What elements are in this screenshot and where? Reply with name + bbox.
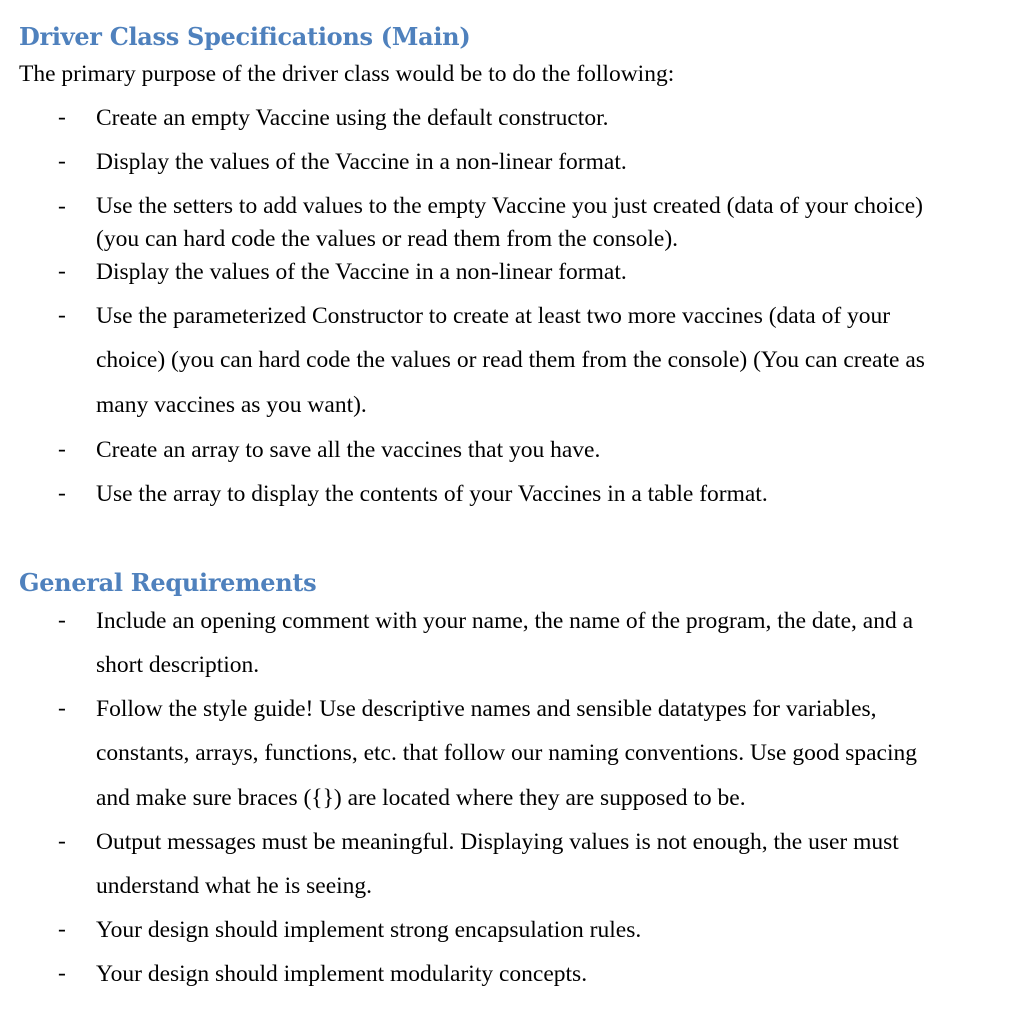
list-item-line: Display the values of the Vaccine in a non-linear format. <box>96 259 627 285</box>
list-item-text <box>96 820 1016 909</box>
list-item-line: many vaccines as you want). <box>96 391 367 418</box>
list-item-line: understand what he is seeing. <box>96 873 373 900</box>
list-item-line: Create an array to save all the vaccines that you have. <box>96 437 601 463</box>
driver-section-title: Driver Class Specifications (Main) <box>19 22 471 51</box>
bullet-dash: - <box>58 302 66 328</box>
bullet-dash: - <box>58 695 66 721</box>
bullet-dash: - <box>58 148 66 174</box>
list-item-line: Use the parameterized Constructor to create at least two more vaccines (data of your <box>96 303 891 329</box>
bullet-dash: - <box>58 193 66 219</box>
bullet-dash: - <box>58 828 66 854</box>
list-item-line: Your design should implement modularity concepts. <box>96 961 588 987</box>
general-section-title: General Requirements <box>19 568 317 597</box>
bullet-dash: - <box>58 104 66 130</box>
list-item-line: constants, arrays, functions, etc. that follow our naming conventions. Use good spacing <box>96 740 918 767</box>
bullet-dash: - <box>58 916 66 942</box>
list-item-text <box>96 599 1016 688</box>
list-item-line: and make sure braces ({}) are located where they are supposed to be. <box>96 784 746 811</box>
list-item-text <box>96 952 1016 996</box>
list-item-line: Display the values of the Vaccine in a non-linear format. <box>96 149 627 175</box>
list-item-line: Your design should implement strong encapsulation rules. <box>96 917 642 943</box>
bullet-dash: - <box>58 960 66 986</box>
list-item-text <box>96 428 1016 472</box>
list-item-text <box>96 102 1016 135</box>
list-item-line: Create an empty Vaccine using the default constructor. <box>96 105 609 131</box>
list-item-line: short description. <box>96 652 260 679</box>
list-item-line: Use the array to display the contents of your Vaccines in a table format. <box>96 481 768 507</box>
list-item-line: Follow the style guide! Use descriptive names and sensible datatypes for variables, <box>96 696 877 722</box>
list-item-text <box>96 472 1016 516</box>
list-item-line: Use the setters to add values to the empty Vaccine you just created (data of your choice) <box>96 193 923 219</box>
list-item-text <box>96 146 1016 179</box>
list-item-text <box>96 687 1016 820</box>
list-item-line: Output messages must be meaningful. Displaying values is not enough, the user must <box>96 829 899 855</box>
bullet-dash: - <box>58 480 66 506</box>
bullet-dash: - <box>58 258 66 284</box>
list-item-text <box>96 256 1016 289</box>
list-item-line: Include an opening comment with your name, the name of the program, the date, and a <box>96 608 914 634</box>
bullet-dash: - <box>58 607 66 633</box>
list-item-text <box>96 294 1016 427</box>
bullet-dash: - <box>58 436 66 462</box>
list-item-line: (you can hard code the values or read them from the console). <box>96 226 679 252</box>
list-item-line: choice) (you can hard code the values or read them from the console) (You can create as <box>96 347 925 374</box>
list-item-text <box>96 908 1016 952</box>
driver-section-intro: The primary purpose of the driver class would be to do the following: <box>19 61 675 87</box>
list-item-text <box>96 190 1016 256</box>
